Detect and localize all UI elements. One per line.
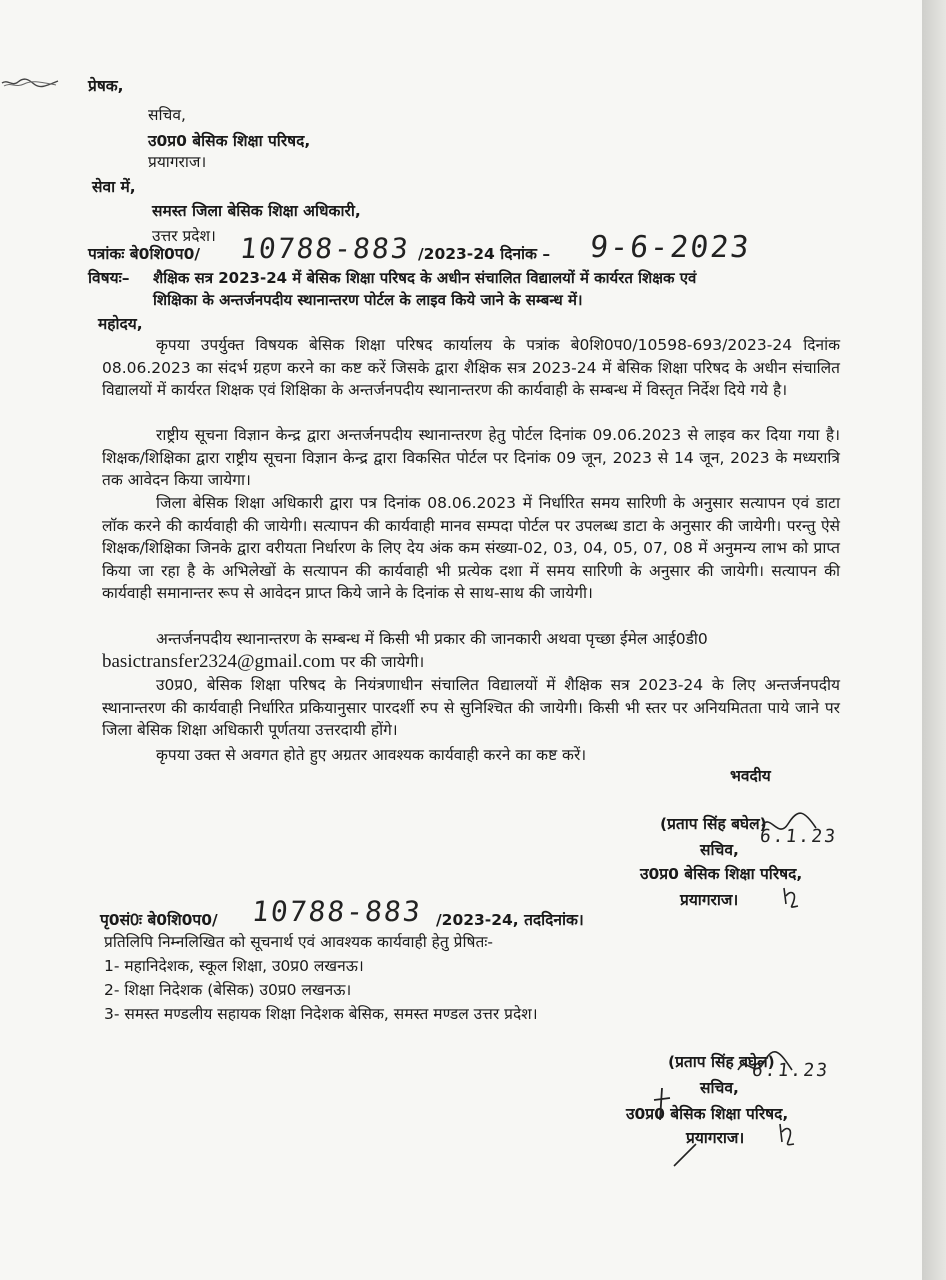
signature2-mark-icon — [650, 1086, 674, 1122]
sender-line3: प्रयागराज। — [148, 153, 207, 171]
signature2-org: उ0प्र0 बेसिक शिक्षा परिषद, — [626, 1105, 789, 1123]
reference-number-handwritten: 10788-883 — [238, 232, 412, 265]
copy-reference-suffix: /2023-24, तददिनांक। — [436, 911, 584, 929]
contact-email: basictransfer2324@gmail.com — [102, 650, 336, 672]
copy-reference-number-handwritten: 10788-883 — [250, 895, 424, 928]
recipient-line2: उत्तर प्रदेश। — [152, 227, 216, 245]
paragraph-3-text: जिला बेसिक शिक्षा अधिकारी द्वारा पत्र दिनांक 08.06.2023 में निर्धारित समय सारिणी के अनुसार सत्यापन एवं डाटा लॉक करने की कार्यवाही की जायेगी। सत्यापन की कार्यवाही मानव सम्पदा पोर्टल पर उपलब्ध डाटा के अनुसार की जायेगी। परन्तु ऐसे शिक्षक/शिक्षिका जिनके द्वारा वरीयता निर्धारण के लिए देय अंक कम संख्या-02, 03, 04, 05, 07, 08 में अनुमन्य लाभ को प्राप्त किया जा रहा है के अभिलेखों के सत्यापन की कार्यवाही भी प्रत्येक दशा में समय सारिणी के अनुसार की जायेगी। सत्यापन की कार्यवाही समानान्तर रूप से आवेदन प्राप्त किये जाने के दिनांक से साथ-साथ की जायेगी। — [102, 494, 840, 603]
reference-suffix: /2023-24 दिनांक – — [418, 245, 551, 263]
sender-line1: सचिव, — [148, 106, 186, 124]
paragraph-1-text: कृपया उपर्युक्त विषयक बेसिक शिक्षा परिषद कार्यालय के पत्रांक बे0शि0प0/10598-693/2023-24 दिनांक 08.06.2023 का संदर्भ ग्रहण करने का कष्ट करें जिसके द्वारा शैक्षिक सत्र 2023-24 में बेसिक शिक्षा परिषद के अधीन संचालित विद्यालयों में कार्यरत शिक्षक एवं शिक्षिका के अन्तर्जनपदीय स्थानान्तरण की कार्यवाही के सम्बन्ध में विस्तृत निर्देश दिये गये है। — [102, 336, 840, 400]
paragraph-4-after: पर की जायेगी। — [340, 652, 425, 671]
subject-line2: शिक्षिका के अन्तर्जनपदीय स्थानान्तरण पोर्टल के लाइव किये जाने के सम्बन्ध में। — [153, 291, 583, 309]
paragraph-5-text: उ0प्र0, बेसिक शिक्षा परिषद के नियंत्रणाधीन संचालित विद्यालयों में शैक्षिक सत्र 2023-24 के लिए अन्तर्जनपदीय स्थानान्तरण की कार्यवाही निर्धारित प्रकियानुसार पारदर्शी रुप से सुनिश्चित की जायेगी। किसी भी स्तर पर अनियमितता पाये जाने पर जिला बेसिक शिक्षा अधिकारी पूर्णतया उत्तरदायी होंगे। — [102, 676, 840, 740]
signature1-designation: सचिव, — [700, 841, 739, 859]
sender-label: प्रेषक, — [88, 77, 124, 95]
signature2-designation: सचिव, — [700, 1079, 739, 1097]
ink-smudge-icon — [0, 76, 60, 90]
recipient-label: सेवा में, — [92, 178, 136, 196]
reference-prefix: पत्रांकः बे0शि0प0/ — [88, 245, 201, 263]
copy-list-item-1: 1- महानिदेशक, स्कूल शिक्षा, उ0प्र0 लखनऊ। — [104, 957, 364, 975]
signature1-scribble-icon — [760, 806, 820, 846]
signature1-name: (प्रताप सिंह बघेल) — [660, 815, 767, 833]
paragraph-6-text: कृपया उक्त से अवगत होते हुए अग्रतर आवश्यक कार्यवाही करने का कष्ट करें। — [156, 746, 587, 764]
signature2-handwritten-date: 6.1.23 — [750, 1060, 831, 1081]
signature1-city: प्रयागराज। — [680, 891, 739, 909]
reference-date-handwritten: 9-6-2023 — [588, 230, 753, 265]
sender-line2: उ0प्र0 बेसिक शिक्षा परिषद, — [148, 132, 311, 150]
paragraph-2 — [102, 424, 840, 492]
salutation: महोदय, — [98, 315, 143, 333]
signature2-name: (प्रताप सिंह बघेल) — [668, 1053, 775, 1071]
copy-intro: प्रतिलिपि निम्नलिखित को सूचनार्थ एवं आवश्यक कार्यवाही हेतु प्रेषितः- — [104, 933, 494, 951]
closing: भवदीय — [730, 767, 771, 785]
signature2-city: प्रयागराज। — [686, 1129, 745, 1147]
signature1-initial-icon — [780, 884, 804, 910]
paragraph-6 — [102, 744, 840, 767]
paragraph-4 — [102, 628, 840, 673]
copy-list-item-2: 2- शिक्षा निदेशक (बेसिक) उ0प्र0 लखनऊ। — [104, 981, 352, 999]
paragraph-5 — [102, 674, 840, 742]
page-edge-shadow — [922, 0, 946, 1280]
signature1-handwritten-date: 6.1.23 — [758, 826, 839, 847]
paragraph-3 — [102, 492, 840, 605]
paragraph-1 — [102, 334, 840, 402]
subject-line1: शैक्षिक सत्र 2023-24 में बेसिक शिक्षा परिषद के अधीन संचालित विद्यालयों में कार्यरत शिक्षक एवं — [153, 269, 697, 287]
copy-reference-prefix: पृ0सं0ः बे0शि0प0/ — [100, 911, 218, 929]
signature2-scribble-icon — [736, 1046, 796, 1086]
paragraph-4-text: अन्तर्जनपदीय स्थानान्तरण के सम्बन्ध में किसी भी प्रकार की जानकारी अथवा पृच्छा ईमेल आई0डी0 — [156, 630, 708, 648]
recipient-line1: समस्त जिला बेसिक शिक्षा अधिकारी, — [152, 202, 361, 220]
pen-stroke-icon — [670, 1140, 700, 1170]
signature1-org: उ0प्र0 बेसिक शिक्षा परिषद, — [640, 865, 803, 883]
signature2-initial-icon — [776, 1120, 800, 1148]
copy-list-item-3: 3- समस्त मण्डलीय सहायक शिक्षा निदेशक बेसिक, समस्त मण्डल उत्तर प्रदेश। — [104, 1005, 538, 1023]
subject-label: विषयः– — [88, 269, 130, 287]
paragraph-2-text: राष्ट्रीय सूचना विज्ञान केन्द्र द्वारा अन्तर्जनपदीय स्थानान्तरण हेतु पोर्टल दिनांक 09.06.2023 से लाइव कर दिया गया है। शिक्षक/शिक्षिका द्वारा राष्ट्रीय सूचना विज्ञान केन्द्र द्वारा विकसित पोर्टल पर दिनांक 09 जून, 2023 से 14 जून, 2023 के मध्यरात्रि तक आवेदन किया जायेगा। — [102, 426, 840, 490]
